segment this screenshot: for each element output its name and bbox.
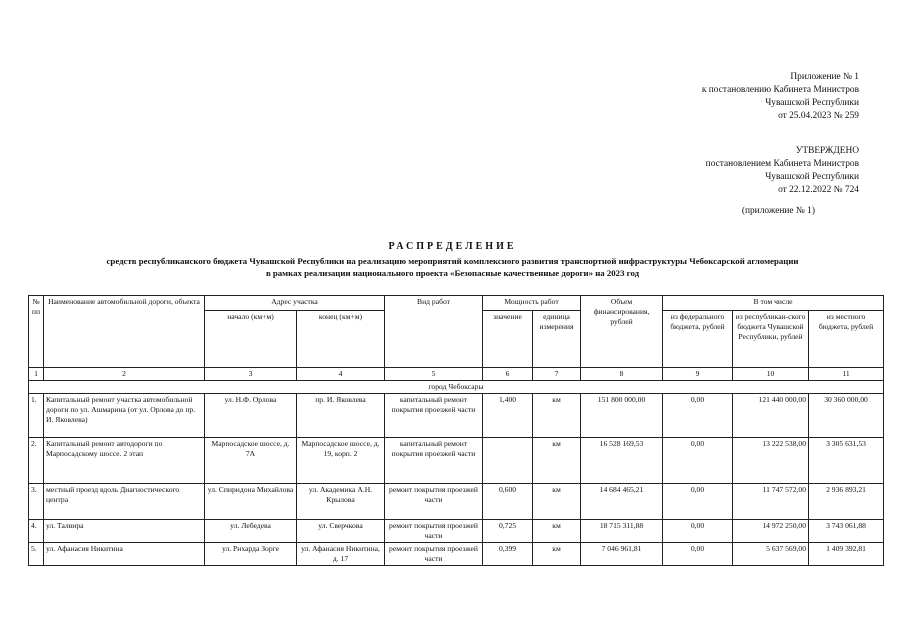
row-start: Марпосадское шоссе, д. 7А bbox=[205, 438, 297, 484]
appendix-block bbox=[702, 71, 859, 123]
row-unit: км bbox=[533, 484, 581, 520]
row-volume: 151 800 000,00 bbox=[581, 394, 663, 438]
header-federal: из федерального бюджета, рублей bbox=[663, 311, 733, 368]
table-row bbox=[29, 484, 884, 520]
column-number: 9 bbox=[663, 368, 733, 381]
table-row bbox=[29, 438, 884, 484]
row-num: 1. bbox=[29, 394, 44, 438]
row-value: 0,600 bbox=[483, 484, 533, 520]
row-name: ул. Талвира bbox=[44, 520, 205, 543]
row-start: ул. Спиридона Михайлова bbox=[205, 484, 297, 520]
row-federal: 0,00 bbox=[663, 543, 733, 566]
row-federal: 0,00 bbox=[663, 520, 733, 543]
row-end: ул. Афанасия Никитина, д. 17 bbox=[297, 543, 385, 566]
row-end: пр. И. Яковлева bbox=[297, 394, 385, 438]
row-name: Капитальный ремонт участка автомобильной дороги по ул. Ашмарина (от ул. Орлова до пр. И. Яковлева) bbox=[44, 394, 205, 438]
header-including: В том числе bbox=[663, 296, 884, 311]
row-start: ул. Лебедева bbox=[205, 520, 297, 543]
row-num: 3. bbox=[29, 484, 44, 520]
row-unit: км bbox=[533, 543, 581, 566]
row-num: 2. bbox=[29, 438, 44, 484]
subtitle-line: средств республиканского бюджета Чувашской Республики на реализацию мероприятий комплексного развития транспортной инфраструктуры Чебоксарской агломерации bbox=[106, 256, 799, 266]
row-work: капитальный ремонт покрытия проезжей части bbox=[385, 438, 483, 484]
table-row bbox=[29, 520, 884, 543]
row-local: 2 936 893,21 bbox=[809, 484, 884, 520]
row-end: Марпосадское шоссе, д. 19, корп. 2 bbox=[297, 438, 385, 484]
distribution-table bbox=[28, 295, 884, 566]
row-federal: 0,00 bbox=[663, 394, 733, 438]
row-local: 1 409 392,81 bbox=[809, 543, 884, 566]
row-value bbox=[483, 438, 533, 484]
header-volume: Объем финансирования, рублей bbox=[581, 296, 663, 368]
row-end: ул. Сверчкова bbox=[297, 520, 385, 543]
row-volume: 16 528 169,53 bbox=[581, 438, 663, 484]
column-number: 4 bbox=[297, 368, 385, 381]
row-work: ремонт покрытия проезжей части bbox=[385, 520, 483, 543]
column-number: 5 bbox=[385, 368, 483, 381]
approved-line: Чувашской Республики bbox=[765, 172, 859, 182]
section-title: город Чебоксары bbox=[29, 381, 884, 394]
row-work: ремонт покрытия проезжей части bbox=[385, 484, 483, 520]
appendix-line: Приложение № 1 bbox=[790, 72, 859, 82]
header-local: из местного бюджета, рублей bbox=[809, 311, 884, 368]
header-work: Вид работ bbox=[385, 296, 483, 368]
row-name: ул. Афанасия Никитина bbox=[44, 543, 205, 566]
column-number: 6 bbox=[483, 368, 533, 381]
row-local: 3 305 631,53 bbox=[809, 438, 884, 484]
appendix-line: Чувашской Республики bbox=[765, 98, 859, 108]
approved-block bbox=[706, 145, 859, 197]
column-number: 7 bbox=[533, 368, 581, 381]
appendix-line: от 25.04.2023 № 259 bbox=[778, 111, 859, 121]
header-num: № пп bbox=[29, 296, 44, 368]
header-republic: из республикан-ского бюджета Чувашской Республики, рублей bbox=[733, 311, 809, 368]
column-number: 2 bbox=[44, 368, 205, 381]
subtitle-line: в рамках реализации национального проекта «Безопасные качественные дороги» на 2023 год bbox=[265, 268, 640, 278]
header-unit: единица измерения bbox=[533, 311, 581, 368]
row-republic: 121 440 000,00 bbox=[733, 394, 809, 438]
column-number-row bbox=[29, 368, 884, 381]
table-row bbox=[29, 394, 884, 438]
approved-line: постановлением Кабинета Министров bbox=[705, 159, 859, 169]
row-work: капитальный ремонт покрытия проезжей части bbox=[385, 394, 483, 438]
header-address: Адрес участка bbox=[205, 296, 385, 311]
row-num: 4. bbox=[29, 520, 44, 543]
row-end: ул. Академика А.Н. Крылова bbox=[297, 484, 385, 520]
header-end: конец (км+м) bbox=[297, 311, 385, 368]
approved-line: УТВЕРЖДЕНО bbox=[795, 146, 859, 156]
row-unit: км bbox=[533, 438, 581, 484]
column-number: 8 bbox=[581, 368, 663, 381]
table-row bbox=[29, 543, 884, 566]
row-name: Капитальный ремонт автодороги по Марпосадскому шоссе. 2 этап bbox=[44, 438, 205, 484]
row-start: ул. Н.Ф. Орлова bbox=[205, 394, 297, 438]
appendix-note: (приложение № 1) bbox=[741, 206, 815, 216]
row-name: местный проезд вдоль Диагностического центра bbox=[44, 484, 205, 520]
row-volume: 14 684 465,21 bbox=[581, 484, 663, 520]
appendix-line: к постановлению Кабинета Министров bbox=[701, 85, 859, 95]
row-unit: км bbox=[533, 520, 581, 543]
section-row bbox=[29, 381, 884, 394]
row-republic: 13 222 538,00 bbox=[733, 438, 809, 484]
column-number: 1 bbox=[29, 368, 44, 381]
approved-line: от 22.12.2022 № 724 bbox=[778, 185, 859, 195]
row-num: 5. bbox=[29, 543, 44, 566]
column-number: 11 bbox=[809, 368, 884, 381]
column-number: 10 bbox=[733, 368, 809, 381]
column-number: 3 bbox=[205, 368, 297, 381]
row-federal: 0,00 bbox=[663, 438, 733, 484]
header-value: значение bbox=[483, 311, 533, 368]
document-title: РАСПРЕДЕЛЕНИЕ bbox=[388, 241, 517, 252]
row-work: ремонт покрытия проезжей части bbox=[385, 543, 483, 566]
row-federal: 0,00 bbox=[663, 484, 733, 520]
row-volume: 18 715 311,88 bbox=[581, 520, 663, 543]
row-value: 0,399 bbox=[483, 543, 533, 566]
row-value: 1,400 bbox=[483, 394, 533, 438]
header-start: начало (км+м) bbox=[205, 311, 297, 368]
row-unit: км bbox=[533, 394, 581, 438]
row-value: 0,725 bbox=[483, 520, 533, 543]
row-republic: 11 747 572,00 bbox=[733, 484, 809, 520]
row-local: 30 360 000,00 bbox=[809, 394, 884, 438]
document-subtitle bbox=[0, 255, 905, 279]
header-capacity: Мощность работ bbox=[483, 296, 581, 311]
row-local: 3 743 061,88 bbox=[809, 520, 884, 543]
header-name: Наименование автомобильной дороги, объекта bbox=[44, 296, 205, 368]
row-republic: 5 637 569,00 bbox=[733, 543, 809, 566]
row-republic: 14 972 250,00 bbox=[733, 520, 809, 543]
row-volume: 7 046 961,81 bbox=[581, 543, 663, 566]
row-start: ул. Рихарда Зорге bbox=[205, 543, 297, 566]
